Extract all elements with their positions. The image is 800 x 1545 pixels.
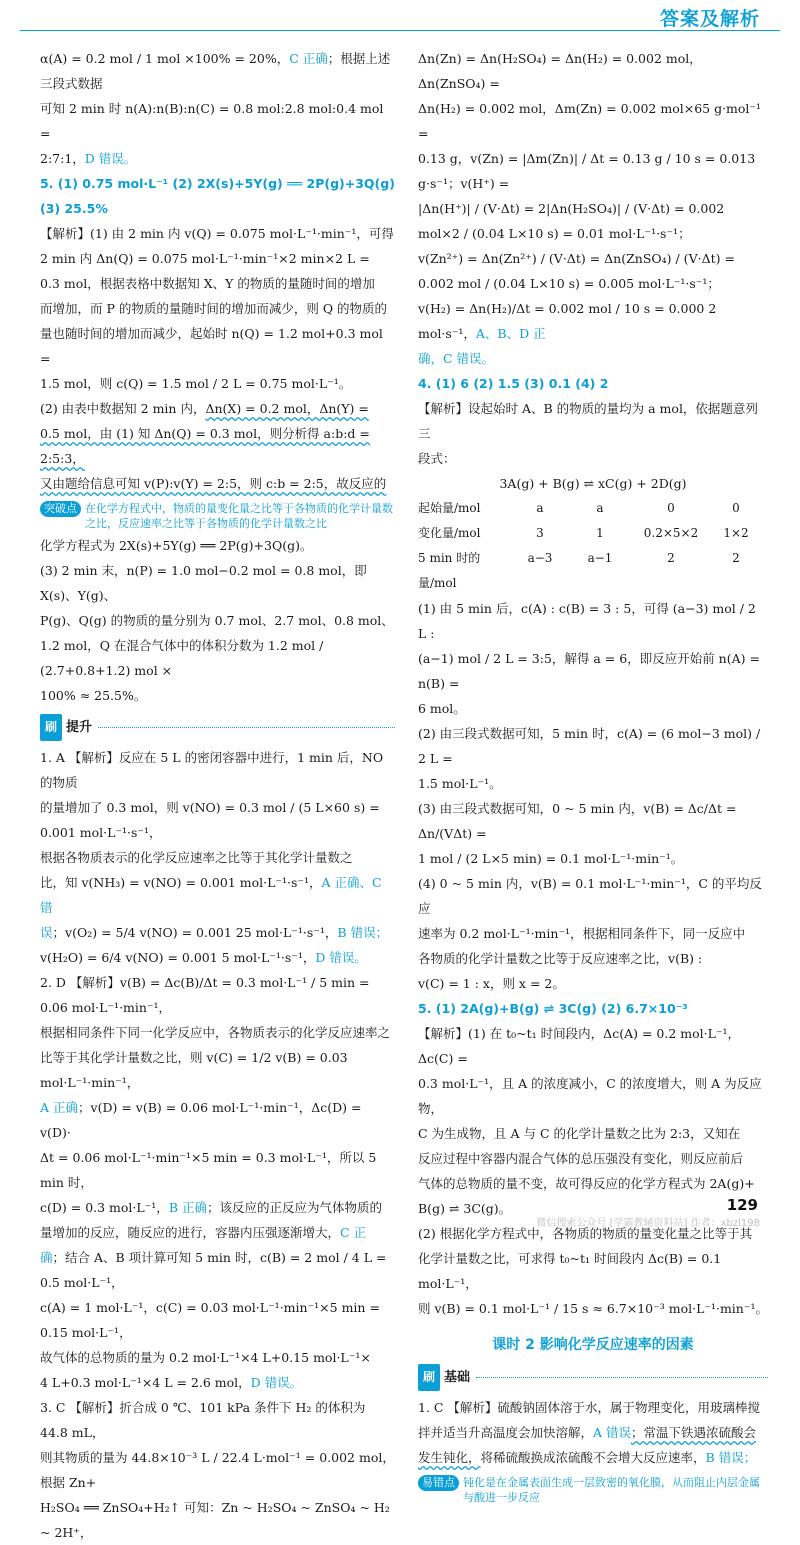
text-line: 1.5 mol·L⁻¹。	[418, 776, 502, 791]
text-line: (2) 根据化学方程式中，各物质的物质的量变化量之比等于其	[418, 1226, 753, 1241]
text-line: 1. C 【解析】硫酸钠固体溶于水，属于物理变化，用玻璃棒搅	[418, 1400, 760, 1415]
text-line: 【解析】设起始时 A、B 的物质的量均为 a mol，依据题意列三	[418, 401, 758, 441]
text-line: (2) 由表中数据知 2 min 内，Δn(X) = 0.2 mol，Δn(Y) =	[40, 401, 369, 416]
table-cell: a	[536, 501, 544, 515]
text-line: 确，C 错误。	[418, 351, 495, 366]
text-line: (a−1) mol / 2 L = 3:5，解得 a = 6，即反应开始前 n(A) = n(B) =	[418, 651, 760, 691]
breakthrough-icon: 突破点	[40, 501, 81, 517]
text-line: |Δn(H⁺)| / (V·Δt) = 2|Δn(H₂SO₄)| / (V·Δt) = 0.002 mol×2 / (0.04 L×10 s) = 0.01 mol·L⁻¹·s⁻¹；	[418, 201, 725, 241]
section-divider	[476, 1377, 768, 1378]
right-column	[418, 46, 768, 1507]
table-cell: 3	[536, 526, 544, 540]
answer-heading: (3) 25.5%	[40, 201, 108, 216]
text-line: 确；结合 A、B 项计算可知 5 min 时，c(B) = 2 mol / 4 L = 0.5 mol·L⁻¹，	[40, 1250, 387, 1290]
text-line: 2:7:1，D 错误。	[40, 151, 137, 166]
text-line: c(A) = 1 mol·L⁻¹，c(C) = 0.03 mol·L⁻¹·min⁻¹×5 min = 0.15 mol·L⁻¹，	[40, 1300, 380, 1340]
text-line: 根据相同条件下同一化学反应中，各物质表示的化学反应速率之	[40, 1025, 391, 1040]
text-line: 的量增加了 0.3 mol，则 v(NO) = 0.3 mol / (5 L×60 s) = 0.001 mol·L⁻¹·s⁻¹，	[40, 800, 380, 840]
text-line: 2 min 内 Δn(Q) = 0.075 mol·L⁻¹·min⁻¹×2 min×2 L =	[40, 251, 370, 266]
text-line: B(g) ⇌ 3C(g)。	[418, 1201, 512, 1216]
text-line: 气体的总物质的量不变，故可得反应的化学方程式为 2A(g)+	[418, 1176, 755, 1191]
text-line: 则 v(B) = 0.1 mol·L⁻¹ / 15 s ≈ 6.7×10⁻³ mol·L⁻¹·min⁻¹。	[418, 1301, 768, 1316]
text-line: 发生钝化，将稀硫酸换成浓硫酸不会增大反应速率，B 错误；	[418, 1450, 757, 1465]
table-cell: 1	[596, 526, 604, 540]
text-line: (2) 由三段式数据可知，5 min 时，c(A) = (6 mol−3 mol) / 2 L =	[418, 726, 761, 766]
text-line: 又由题给信息可知 v(P):v(Y) = 2:5，则 c:b = 2:5，故反应的	[40, 476, 387, 491]
text-line: 0.3 mol·L⁻¹，且 A 的浓度减小，C 的浓度增大，则 A 为反应物，	[418, 1076, 762, 1116]
text-line: 拌并适当升高温度会加快溶解，A 错误；常温下铁遇浓硫酸会	[418, 1425, 757, 1440]
answer-heading: 5. (1) 2A(g)+B(g) ⇌ 3C(g) (2) 6.7×10⁻³	[418, 1001, 688, 1016]
text-line: 故气体的总物质的量为 0.2 mol·L⁻¹×4 L+0.15 mol·L⁻¹×	[40, 1350, 371, 1365]
text-line: 比等于其化学计量数之比，则 v(C) = 1/2 v(B) = 0.03 mol·L⁻¹·min⁻¹，	[40, 1050, 348, 1090]
answer-heading: 5. (1) 0.75 mol·L⁻¹ (2) 2X(s)+5Y(g) ══ 2P(g)+3Q(g)	[40, 176, 395, 191]
text-line: 4 L+0.3 mol·L⁻¹×4 L = 2.6 mol，D 错误。	[40, 1375, 303, 1390]
text-line: 2. D 【解析】v(B) = Δc(B)/Δt = 0.3 mol·L⁻¹ / 5 min = 0.06 mol·L⁻¹·min⁻¹，	[40, 975, 370, 1015]
text-line: 100% ≈ 25.5%。	[40, 688, 147, 703]
text-line: 比，知 v(NH₃) = v(NO) = 0.001 mol·L⁻¹·s⁻¹，A 正确、C 错	[40, 875, 382, 915]
text-line: (1) 由 5 min 后，c(A) : c(B) = 3 : 5，可得 (a−3) mol / 2 L :	[418, 601, 756, 641]
text-line: 而增加，而 P 的物质的量随时间的增加而减少，则 Q 的物质的	[40, 301, 388, 316]
text-line: (3) 2 min 末，n(P) = 1.0 mol−0.2 mol = 0.8 mol，即 X(s)、Y(g)、	[40, 563, 367, 603]
note-text: 在化学方程式中，物质的量变化量之比等于各物质的化学计量数之比，反应速率之比等于各物质的化学计量数之比	[85, 502, 393, 530]
text-line: 1.5 mol，则 c(Q) = 1.5 mol / 2 L = 0.75 mol·L⁻¹。	[40, 376, 352, 391]
text-line: 0.5 mol，由 (1) 知 Δn(Q) = 0.3 mol，则分析得 a:b:d = 2:5:3，	[40, 426, 370, 466]
table-cell: 起始量/mol	[418, 501, 481, 515]
text-line: 【解析】(1) 由 2 min 内 v(Q) = 0.075 mol·L⁻¹·min⁻¹，可得	[40, 226, 394, 241]
text-line: 速率为 0.2 mol·L⁻¹·min⁻¹，根据相同条件下，同一反应中	[418, 926, 746, 941]
text-line: H₂SO₄ ══ ZnSO₄+H₂↑ 可知：Zn ~ H₂SO₄ ~ ZnSO₄ ~ H₂ ~ 2H⁺，	[40, 1500, 390, 1540]
three-stage-table	[418, 496, 768, 596]
text-line: 量增加的反应，随反应的进行，容器内压强逐渐增大，C 正	[40, 1225, 367, 1240]
text-line: 化学计量数之比，可求得 t₀~t₁ 时间段内 Δc(B) = 0.1 mol·L⁻¹，	[418, 1251, 722, 1291]
page-number: 129	[726, 1196, 758, 1214]
text-line: v(H₂) = Δn(H₂)/Δt = 0.002 mol / 10 s = 0.000 2 mol·s⁻¹，A、B、D 正	[418, 301, 717, 341]
table-cell: 变化量/mol	[418, 526, 481, 540]
section-tag: 刷	[418, 1364, 440, 1391]
table-cell: 0	[667, 501, 675, 515]
text-line: C 为生成物，且 A 与 C 的化学计量数之比为 2:3，又知在	[418, 1126, 741, 1141]
table-cell: 5 min 时的量/mol	[418, 551, 481, 590]
section-title: 提升	[66, 720, 93, 735]
text-line: 1.2 mol，Q 在混合气体中的体积分数为 1.2 mol / (2.7+0.8+1.2) mol ×	[40, 638, 324, 678]
pitfall-note	[418, 1472, 768, 1505]
text-line: 3. C 【解析】折合成 0 ℃、101 kPa 条件下 H₂ 的体积为 44.8 mL，	[40, 1400, 366, 1440]
text-line: 1. A 【解析】反应在 5 L 的密闭容器中进行，1 min 后，NO 的物质	[40, 750, 384, 790]
text-line: v(Zn²⁺) = Δn(Zn²⁺) / (V·Δt) = Δn(ZnSO₄) / (V·Δt) = 0.002 mol / (0.04 L×10 s) = 0.005 mol·L⁻¹·s⁻¹；	[418, 251, 735, 291]
header-rule	[20, 30, 780, 31]
table-cell: a−3	[527, 551, 553, 565]
table-cell: 0.2×5×2	[643, 526, 699, 540]
equation: 3A(g) + B(g) ⇌ xC(g) + 2D(g)	[499, 476, 687, 491]
text-line: 误；v(O₂) = 5/4 v(NO) = 0.001 25 mol·L⁻¹·s⁻¹，B 错误；	[40, 925, 389, 940]
text-line: A 正确；v(D) = v(B) = 0.06 mol·L⁻¹·min⁻¹，Δc(D) = v(D)·	[40, 1100, 362, 1140]
text-line: 反应过程中容器内混合气体的总压强没有变化，则反应前后	[418, 1151, 744, 1166]
table-cell: 2	[667, 551, 675, 565]
lesson-title: 课时 2 影响化学反应速率的因素	[492, 1337, 694, 1353]
note-text: 钝化是在金属表面生成一层致密的氧化膜，从而阻止内层金属与酸进一步反应	[463, 1476, 760, 1504]
pitfall-icon: 易错点	[418, 1475, 459, 1491]
text-line: 0.13 g，v(Zn) = |Δm(Zn)| / Δt = 0.13 g / 10 s = 0.013 g·s⁻¹；v(H⁺) =	[418, 151, 756, 191]
page-header	[0, 0, 800, 28]
text-line: (3) 由三段式数据可知，0 ~ 5 min 内，v(B) = Δc/Δt = Δn/(VΔt) =	[418, 801, 737, 841]
table-cell: 1×2	[723, 526, 749, 540]
table-cell: a	[596, 501, 604, 515]
table-cell: 2	[732, 551, 740, 565]
watermark: 微信搜索公众号 [学霸教辅资料站] 作者：xbzl198	[536, 1218, 760, 1229]
text-line: 量也随时间的增加而减少，起始时 n(Q) = 1.2 mol+0.3 mol =	[40, 326, 383, 366]
text-line: v(H₂O) = 6/4 v(NO) = 0.001 5 mol·L⁻¹·s⁻¹，D 错误。	[40, 950, 367, 965]
table-cell: a−1	[587, 551, 613, 565]
section-header-tisheng	[40, 714, 395, 741]
text-line: 段式：	[418, 451, 456, 466]
text-line: Δt = 0.06 mol·L⁻¹·min⁻¹×5 min = 0.3 mol·L⁻¹，所以 5 min 时，	[40, 1150, 377, 1190]
text-line: 则其物质的量为 44.8×10⁻³ L / 22.4 L·mol⁻¹ = 0.002 mol，根据 Zn+	[40, 1450, 395, 1490]
header-title: 答案及解析	[659, 8, 760, 30]
left-column	[40, 46, 395, 1545]
text-line: Δn(H₂) = 0.002 mol，Δm(Zn) = 0.002 mol×65 g·mol⁻¹ =	[418, 101, 762, 141]
table-cell: 0	[732, 501, 740, 515]
text-line: 根据各物质表示的化学反应速率之比等于其化学计量数之	[40, 850, 353, 865]
text-line: 可知 2 min 时 n(A):n(B):n(C) = 0.8 mol:2.8 mol:0.4 mol =	[40, 101, 384, 141]
text-line: Δn(Zn) = Δn(H₂SO₄) = Δn(H₂) = 0.002 mol，Δn(ZnSO₄) =	[418, 51, 702, 91]
section-divider	[98, 727, 395, 728]
text-line: 【解析】(1) 在 t₀~t₁ 时间段内，Δc(A) = 0.2 mol·L⁻¹，Δc(C) =	[418, 1026, 741, 1066]
text-line: (4) 0 ~ 5 min 内，v(B) = 0.1 mol·L⁻¹·min⁻¹，C 的平均反应	[418, 876, 762, 916]
text-line: α(A) = 0.2 mol / 1 mol ×100% = 20%，C 正确；根据上述三段式数据	[40, 51, 391, 91]
text-line: v(C) = 1 : x，则 x = 2。	[418, 976, 565, 991]
breakthrough-note	[40, 498, 395, 531]
text-line: 0.3 mol，根据表格中数据知 X、Y 的物质的量随时间的增加	[40, 276, 375, 291]
text-line: 化学方程式为 2X(s)+5Y(g) ══ 2P(g)+3Q(g)。	[40, 538, 313, 553]
text-line: 1 mol / (2 L×5 min) = 0.1 mol·L⁻¹·min⁻¹。	[418, 851, 684, 866]
text-line: P(g)、Q(g) 的物质的量分别为 0.7 mol、2.7 mol、0.8 mol、	[40, 613, 394, 628]
text-line: 各物质的化学计量数之比等于反应速率之比，v(B) :	[418, 951, 703, 966]
section-header-jichu	[418, 1364, 768, 1391]
section-tag: 刷	[40, 714, 62, 741]
text-line: 6 mol。	[418, 701, 466, 716]
answer-heading: 4. (1) 6 (2) 1.5 (3) 0.1 (4) 2	[418, 376, 609, 391]
text-line: c(D) = 0.3 mol·L⁻¹，B 正确；该反应的正反应为气体物质的	[40, 1200, 382, 1215]
section-title: 基础	[444, 1370, 471, 1385]
